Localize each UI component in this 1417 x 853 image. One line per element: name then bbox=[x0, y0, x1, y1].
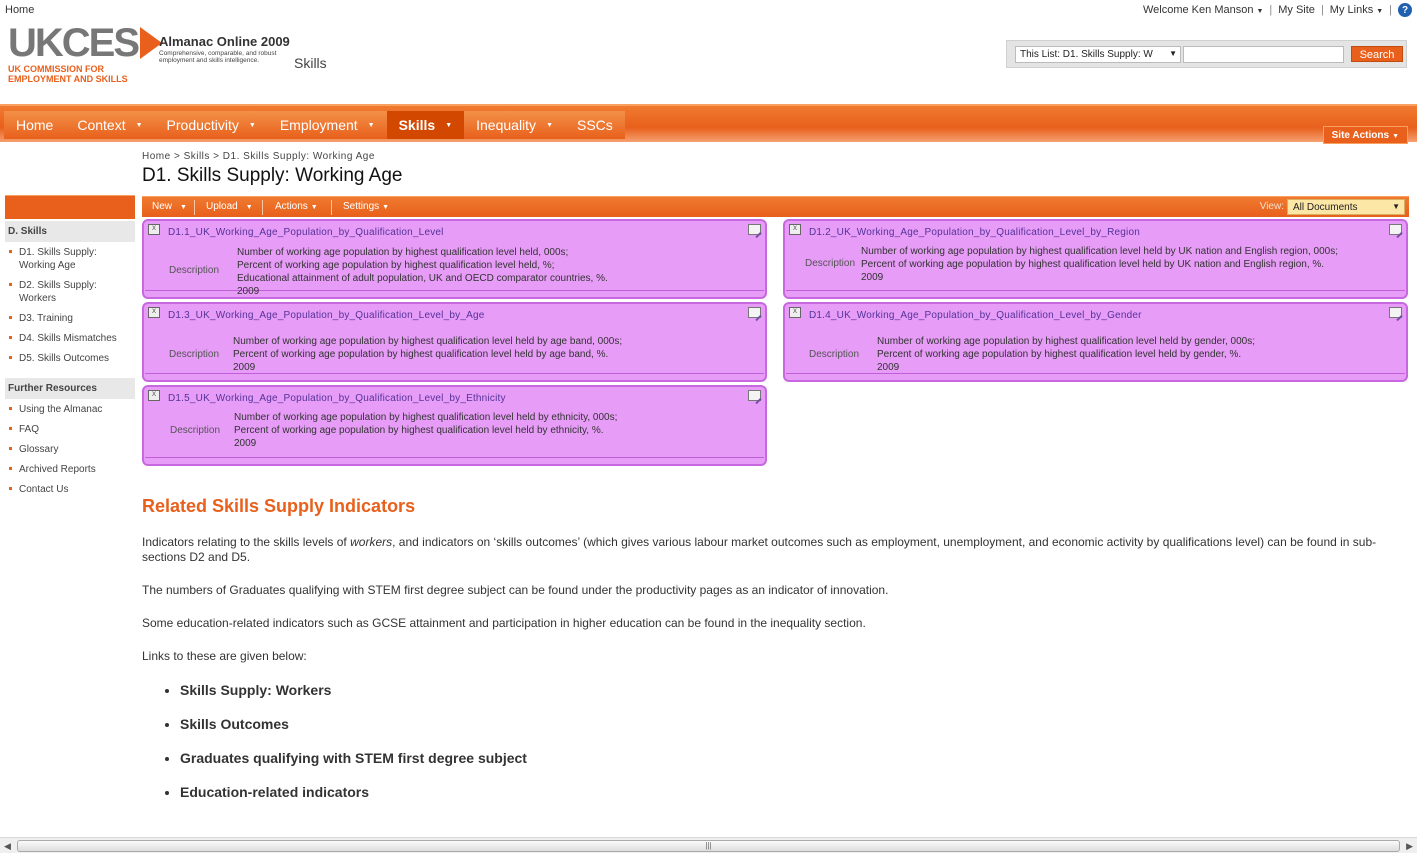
settings-label: Settings bbox=[343, 201, 380, 212]
description-line: Number of working age population by highest qualification level held by age band, 000s; bbox=[233, 336, 623, 347]
excel-document-icon[interactable]: X bbox=[148, 224, 160, 235]
nav-item-context[interactable] bbox=[65, 111, 154, 139]
nav-item-label: SSCs bbox=[577, 117, 613, 133]
related-link[interactable]: • Graduates qualifying with STEM first degree subject bbox=[180, 750, 527, 766]
document-card bbox=[142, 385, 767, 466]
document-link[interactable]: D1.1_UK_Working_Age_Population_by_Qualification_Level bbox=[168, 227, 444, 238]
new-menu[interactable] bbox=[152, 201, 187, 212]
nav-item-label: Context bbox=[77, 117, 126, 133]
nav-item-label: Skills bbox=[398, 117, 436, 133]
chevron-down-icon: ▼ bbox=[180, 204, 187, 211]
almanac-title: Almanac Online 2009 bbox=[159, 34, 290, 49]
description-line: 2009 bbox=[234, 438, 257, 449]
top-bar bbox=[0, 0, 1417, 22]
description-line: 2009 bbox=[877, 362, 900, 373]
description-label: Description bbox=[805, 258, 856, 269]
description-line: Number of working age population by highest qualification level held by ethnicity, 000s; bbox=[234, 412, 618, 423]
nav-item-label: Employment bbox=[279, 117, 358, 133]
description-text bbox=[877, 335, 1255, 374]
nav-list bbox=[4, 111, 625, 139]
chevron-down-icon: ▼ bbox=[245, 204, 253, 211]
scroll-left-icon[interactable]: ◀ bbox=[4, 841, 11, 851]
related-paragraph-4: Links to these are given below: bbox=[142, 649, 307, 663]
document-link[interactable]: D1.3_UK_Working_Age_Population_by_Qualification_Level_by_Age bbox=[168, 310, 485, 321]
view-select[interactable] bbox=[1287, 199, 1405, 215]
site-actions-label: Site Actions bbox=[1331, 130, 1390, 141]
my-links-menu[interactable] bbox=[1330, 4, 1383, 16]
toolbar-divider bbox=[331, 200, 332, 215]
search-scope-select[interactable] bbox=[1015, 46, 1181, 63]
related-links-list bbox=[166, 682, 527, 818]
chevron-down-icon: ▼ bbox=[248, 122, 256, 129]
document-link[interactable]: D1.4_UK_Working_Age_Population_by_Qualification_Level_by_Gender bbox=[809, 310, 1142, 321]
quick-launch-item[interactable]: Using the Almanac bbox=[5, 403, 135, 416]
description-line: Percent of working age population by highest qualification level held by gender, %. bbox=[877, 349, 1242, 360]
breadcrumb[interactable]: Home > Skills > D1. Skills Supply: Working Age bbox=[142, 151, 375, 162]
almanac-description: Comprehensive, comparable, and robust employment and skills intelligence. bbox=[159, 50, 277, 64]
search-box bbox=[1006, 40, 1407, 68]
logo-subtitle-line1: UK COMMISSION FOR bbox=[8, 64, 104, 74]
document-card bbox=[783, 219, 1408, 299]
nav-item-employment[interactable] bbox=[268, 111, 387, 139]
excel-document-icon[interactable]: X bbox=[148, 390, 160, 401]
nav-item-skills[interactable] bbox=[387, 111, 465, 139]
related-paragraph-3: Some education-related indicators such as GCSE attainment and participation in higher education can be found in the inequality section. bbox=[142, 616, 866, 630]
nav-item-sscs[interactable] bbox=[565, 111, 625, 139]
chevron-down-icon: ▼ bbox=[445, 122, 453, 129]
list-toolbar bbox=[142, 196, 1409, 217]
description-text bbox=[237, 246, 608, 298]
search-input[interactable] bbox=[1183, 46, 1344, 63]
top-home-link[interactable]: Home bbox=[5, 4, 35, 16]
description-label: Description bbox=[169, 265, 220, 276]
description-line: Percent of working age population by highest qualification level held by UK nation and English region, %. bbox=[861, 259, 1325, 270]
top-navigation bbox=[0, 104, 1417, 142]
view-label: View: bbox=[1259, 201, 1284, 212]
p1-text-after: , and indicators on ‘skills outcomes’ (which gives various labour market outcomes such as employment, unemployment, and economic activity by qualifications level) can be found in sub-sections D2 and D5. bbox=[142, 535, 1377, 564]
horizontal-scrollbar[interactable] bbox=[0, 837, 1417, 853]
toolbar-divider bbox=[194, 200, 195, 215]
quick-launch-item[interactable]: D3. Training bbox=[5, 312, 135, 325]
quick-launch-heading[interactable]: Further Resources bbox=[5, 378, 135, 399]
welcome-menu[interactable] bbox=[1143, 4, 1263, 16]
separator: | bbox=[1389, 4, 1392, 16]
welcome-text: Welcome Ken Manson bbox=[1142, 4, 1254, 16]
settings-menu[interactable] bbox=[343, 201, 389, 212]
quick-launch-heading[interactable]: D. Skills bbox=[5, 221, 135, 242]
quick-launch-item[interactable]: D5. Skills Outcomes bbox=[5, 352, 135, 365]
document-card bbox=[142, 219, 767, 299]
description-line: Number of working age population by highest qualification level held by UK nation and English region, 000s; bbox=[861, 246, 1338, 257]
p1-text-before: Indicators relating to the skills levels of bbox=[142, 535, 351, 549]
view-select-value: All Documents bbox=[1293, 202, 1358, 213]
related-link[interactable]: • Skills Supply: Workers bbox=[180, 682, 527, 698]
edit-properties-icon[interactable] bbox=[748, 307, 761, 318]
site-actions-menu[interactable] bbox=[1323, 126, 1408, 144]
logo-mark bbox=[8, 21, 148, 65]
actions-label: Actions bbox=[275, 201, 308, 212]
site-title: Skills bbox=[294, 55, 327, 71]
quick-launch-item[interactable]: D1. Skills Supply: Working Age bbox=[5, 246, 135, 272]
description-line: Number of working age population by highest qualification level held, 000s; bbox=[237, 247, 569, 258]
chevron-down-icon: ▼ bbox=[382, 204, 390, 211]
excel-document-icon[interactable]: X bbox=[148, 307, 160, 318]
edit-properties-icon[interactable] bbox=[1389, 224, 1402, 235]
search-button[interactable]: Search bbox=[1351, 46, 1403, 62]
my-site-link[interactable]: My Site bbox=[1278, 4, 1315, 16]
description-line: Number of working age population by highest qualification level held by gender, 000s; bbox=[877, 336, 1256, 347]
description-label: Description bbox=[170, 425, 221, 436]
description-label: Description bbox=[169, 349, 220, 360]
ukces-logo[interactable] bbox=[8, 21, 148, 84]
nav-item-label: Inequality bbox=[476, 117, 537, 133]
logo-text: UKCES bbox=[8, 21, 139, 65]
nav-item-home[interactable] bbox=[4, 111, 65, 139]
scroll-right-icon[interactable]: ▶ bbox=[1406, 841, 1413, 851]
quick-launch-item[interactable]: Archived Reports bbox=[5, 463, 135, 476]
description-line: Educational attainment of adult population, UK and OECD comparator countries, %. bbox=[237, 273, 608, 284]
document-link[interactable]: D1.5_UK_Working_Age_Population_by_Qualification_Level_by_Ethnicity bbox=[168, 393, 506, 404]
document-card bbox=[142, 302, 767, 382]
my-links-text: My Links bbox=[1329, 4, 1374, 16]
logo-subtitle-line2: EMPLOYMENT AND SKILLS bbox=[8, 74, 128, 84]
related-title: Related Skills Supply Indicators bbox=[142, 496, 416, 516]
description-line: 2009 bbox=[233, 362, 256, 373]
excel-document-icon[interactable]: X bbox=[789, 224, 801, 235]
quick-launch-item[interactable]: Glossary bbox=[5, 443, 135, 456]
edit-properties-icon[interactable] bbox=[1389, 307, 1402, 318]
logo-subtitle bbox=[8, 64, 148, 84]
quick-launch bbox=[5, 195, 135, 507]
p1-emphasis: workers bbox=[350, 535, 393, 549]
dropdown-arrow-icon: ▼ bbox=[1392, 202, 1400, 211]
help-icon[interactable]: ? bbox=[1398, 3, 1412, 17]
description-line: Percent of working age population by highest qualification level held by ethnicity, %. bbox=[234, 425, 604, 436]
quick-launch-item[interactable]: D2. Skills Supply: Workers bbox=[5, 279, 135, 305]
quick-launch-item[interactable]: Contact Us bbox=[5, 483, 135, 496]
upload-label: Upload bbox=[206, 201, 238, 212]
separator: | bbox=[1269, 4, 1273, 16]
dropdown-arrow-icon: ▼ bbox=[1169, 49, 1177, 58]
edit-properties-icon[interactable] bbox=[748, 390, 761, 401]
quick-launch-list bbox=[5, 399, 135, 507]
related-paragraph-2: The numbers of Graduates qualifying with STEM first degree subject can be found under the productivity pages as an indicator of innovation. bbox=[142, 583, 889, 597]
chevron-down-icon: ▼ bbox=[135, 122, 143, 129]
actions-menu[interactable] bbox=[275, 201, 318, 212]
chevron-down-icon: ▼ bbox=[310, 204, 318, 211]
nav-item-label: Home bbox=[16, 117, 54, 133]
description-label: Description bbox=[809, 349, 860, 360]
description-text bbox=[234, 411, 617, 450]
nav-item-productivity[interactable] bbox=[155, 111, 268, 139]
document-card bbox=[783, 302, 1408, 382]
scrollbar-thumb[interactable]: ||| bbox=[17, 840, 1400, 852]
chevron-down-icon: ▼ bbox=[1376, 8, 1384, 15]
quick-launch-item[interactable]: D4. Skills Mismatches bbox=[5, 332, 135, 345]
chevron-down-icon: ▼ bbox=[367, 122, 375, 129]
search-scope-value: This List: D1. Skills Supply: W bbox=[1020, 49, 1153, 60]
description-text bbox=[861, 245, 1338, 284]
chevron-down-icon: ▼ bbox=[1256, 8, 1264, 15]
quick-launch-list bbox=[5, 242, 135, 376]
description-line: Percent of working age population by highest qualification level held, %; bbox=[237, 260, 555, 271]
toolbar-divider bbox=[262, 200, 263, 215]
quick-launch-item[interactable]: FAQ bbox=[5, 423, 135, 436]
chevron-down-icon: ▼ bbox=[546, 122, 553, 129]
related-link[interactable]: • Skills Outcomes bbox=[180, 716, 527, 732]
quick-launch-band bbox=[5, 195, 135, 219]
new-label: New bbox=[152, 201, 173, 212]
related-paragraph-1 bbox=[142, 535, 1397, 565]
top-right-links bbox=[1143, 3, 1412, 17]
nav-item-inequality[interactable] bbox=[464, 111, 565, 139]
edit-properties-icon[interactable] bbox=[748, 224, 761, 235]
related-section bbox=[142, 496, 1397, 800]
description-text bbox=[233, 335, 622, 374]
document-link[interactable]: D1.2_UK_Working_Age_Population_by_Qualification_Level_by_Region bbox=[809, 227, 1140, 238]
description-line: Percent of working age population by highest qualification level held by age band, %. bbox=[233, 349, 609, 360]
page-title: D1. Skills Supply: Working Age bbox=[142, 165, 403, 186]
related-link[interactable]: • Education-related indicators bbox=[180, 784, 527, 800]
description-line: 2009 bbox=[861, 272, 884, 283]
chevron-down-icon: ▼ bbox=[1392, 133, 1399, 140]
upload-menu[interactable] bbox=[206, 201, 253, 212]
nav-item-label: Productivity bbox=[166, 117, 239, 133]
almanac-branding bbox=[159, 34, 294, 64]
description-line: 2009 bbox=[237, 286, 260, 297]
excel-document-icon[interactable]: X bbox=[789, 307, 801, 318]
separator: | bbox=[1320, 4, 1324, 16]
